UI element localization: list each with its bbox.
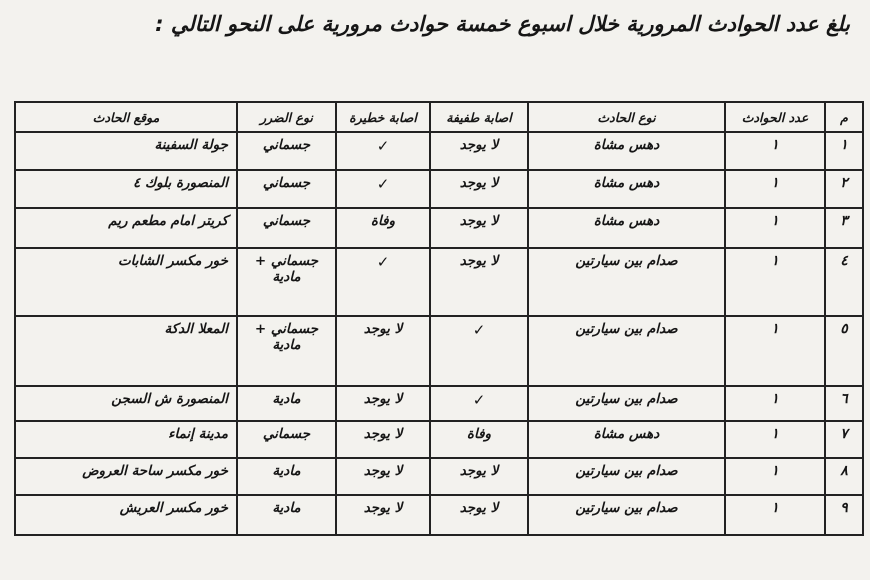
cell-type: دهس مشاة — [528, 132, 725, 170]
cell-damage-type: جسماني — [237, 170, 336, 208]
header-count: عدد الحوادث — [725, 102, 825, 132]
cell-location: المنصورة ش السجن — [15, 386, 237, 421]
table-row — [15, 132, 863, 170]
cell-damage-type: جسماني — [237, 421, 336, 458]
cell-count: ١ — [725, 208, 825, 248]
cell-count: ١ — [725, 132, 825, 170]
cell-index: ٧ — [825, 421, 863, 458]
cell-minor-injury: لا يوجد — [430, 248, 528, 316]
cell-serious-injury: لا يوجد — [336, 495, 430, 535]
cell-minor-injury: ✓ — [430, 316, 528, 386]
cell-count: ١ — [725, 248, 825, 316]
cell-type: صدام بين سيارتين — [528, 248, 725, 316]
cell-serious-injury: وفاة — [336, 208, 430, 248]
table-row — [15, 458, 863, 495]
table-row — [15, 495, 863, 535]
cell-minor-injury: لا يوجد — [430, 495, 528, 535]
cell-serious-injury: لا يوجد — [336, 421, 430, 458]
cell-minor-injury: ✓ — [430, 386, 528, 421]
table-row — [15, 316, 863, 386]
header-type: نوع الحادث — [528, 102, 725, 132]
cell-count: ١ — [725, 421, 825, 458]
cell-damage-type: مادية — [237, 458, 336, 495]
cell-minor-injury: لا يوجد — [430, 458, 528, 495]
cell-damage-type: جسماني + مادية — [237, 316, 336, 386]
cell-index: ٨ — [825, 458, 863, 495]
cell-location: خور مكسر الشابات — [15, 248, 237, 316]
cell-location: كريتر امام مطعم ريم — [15, 208, 237, 248]
cell-serious-injury: ✓ — [336, 248, 430, 316]
cell-serious-injury: لا يوجد — [336, 316, 430, 386]
cell-type: صدام بين سيارتين — [528, 316, 725, 386]
cell-damage-type: جسماني — [237, 132, 336, 170]
cell-minor-injury: لا يوجد — [430, 208, 528, 248]
cell-damage-type: مادية — [237, 495, 336, 535]
cell-minor-injury: لا يوجد — [430, 170, 528, 208]
table-row — [15, 248, 863, 316]
accidents-table — [14, 101, 864, 536]
table-row — [15, 208, 863, 248]
cell-serious-injury: لا يوجد — [336, 386, 430, 421]
report-heading: بلغ عدد الحوادث المرورية خلال اسبوع خمسة حوادث مرورية على النحو التالي : — [155, 12, 850, 36]
cell-serious-injury: لا يوجد — [336, 458, 430, 495]
cell-damage-type: مادية — [237, 386, 336, 421]
cell-type: دهس مشاة — [528, 170, 725, 208]
cell-location: المعلا الدكة — [15, 316, 237, 386]
header-damage-type: نوع الضرر — [237, 102, 336, 132]
cell-index: ٥ — [825, 316, 863, 386]
cell-serious-injury: ✓ — [336, 132, 430, 170]
cell-location: خور مكسر ساحة العروض — [15, 458, 237, 495]
cell-location: خور مكسر العريش — [15, 495, 237, 535]
cell-minor-injury: وفاة — [430, 421, 528, 458]
cell-count: ١ — [725, 386, 825, 421]
cell-index: ١ — [825, 132, 863, 170]
cell-index: ٢ — [825, 170, 863, 208]
cell-serious-injury: ✓ — [336, 170, 430, 208]
cell-type: صدام بين سيارتين — [528, 386, 725, 421]
cell-type: دهس مشاة — [528, 208, 725, 248]
cell-location: المنصورة بلوك ٤ — [15, 170, 237, 208]
header-index: م — [825, 102, 863, 132]
cell-minor-injury: لا يوجد — [430, 132, 528, 170]
cell-type: صدام بين سيارتين — [528, 458, 725, 495]
cell-damage-type: جسماني — [237, 208, 336, 248]
cell-count: ١ — [725, 458, 825, 495]
cell-index: ٦ — [825, 386, 863, 421]
cell-index: ٩ — [825, 495, 863, 535]
table-row — [15, 421, 863, 458]
cell-index: ٣ — [825, 208, 863, 248]
table-row — [15, 386, 863, 421]
header-minor-injury: اصابة طفيفة — [430, 102, 528, 132]
header-location: موقع الحادث — [15, 102, 237, 132]
accidents-table-wrapper — [14, 101, 862, 536]
cell-location: جولة السفينة — [15, 132, 237, 170]
cell-type: صدام بين سيارتين — [528, 495, 725, 535]
cell-count: ١ — [725, 316, 825, 386]
table-row — [15, 170, 863, 208]
cell-index: ٤ — [825, 248, 863, 316]
cell-damage-type: جسماني + مادية — [237, 248, 336, 316]
header-serious-injury: اصابة خطيرة — [336, 102, 430, 132]
cell-count: ١ — [725, 495, 825, 535]
table-header-row — [15, 102, 863, 132]
cell-type: دهس مشاة — [528, 421, 725, 458]
cell-count: ١ — [725, 170, 825, 208]
cell-location: مدينة إنماء — [15, 421, 237, 458]
